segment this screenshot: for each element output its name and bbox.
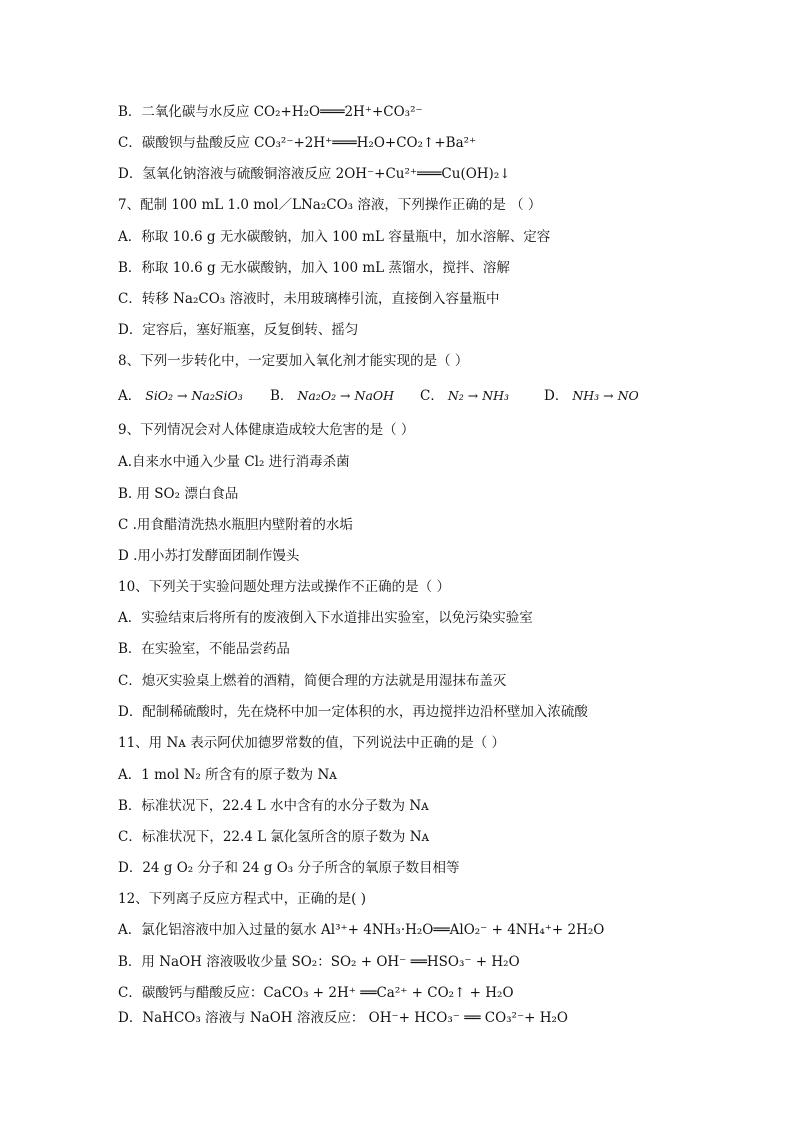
q7-stem: 7、配制 100 mL 1.0 mol／LNa₂CO₃ 溶液，下列操作正确的是 （ ） — [118, 197, 542, 213]
q10-option-b: B．在实验室，不能品尝药品 — [118, 641, 290, 657]
q12-option-a: A．氯化铝溶液中加入过量的氨水 Al³⁺+ 4NH₃·H₂O══AlO₂⁻ + 4NH₄⁺+ 2H₂O — [118, 922, 605, 938]
q8-option-a — [118, 387, 270, 405]
q8-stem: 8、下列一步转化中，一定要加入氧化剂才能实现的是（ ） — [118, 353, 469, 369]
q8-option-b-expr: Na₂O₂ → NaOH — [297, 388, 395, 403]
q8-option-c-label: C． — [420, 388, 444, 404]
q11-option-d: D．24 g O₂ 分子和 24 g O₃ 分子所含的氧原子数目相等 — [118, 860, 460, 876]
q8-option-b-label: B． — [270, 388, 294, 404]
q10-stem: 10、下列关于实验问题处理方法或操作不正确的是（ ） — [118, 579, 450, 595]
q8-option-d-label: D． — [544, 388, 569, 404]
q12-stem: 12、下列离子反应方程式中，正确的是( ) — [118, 891, 367, 907]
q7-option-a: A．称取 10.6 g 无水碳酸钠，加入 100 mL 容量瓶中，加水溶解、定容 — [118, 229, 551, 245]
q9-option-c: C .用食醋清洗热水瓶胆内壁附着的水垢 — [118, 517, 353, 533]
q7-option-d: D．定容后，塞好瓶塞，反复倒转、摇匀 — [118, 322, 359, 338]
q11-option-a: A．1 mol N₂ 所含有的原子数为 Nᴀ — [118, 767, 337, 783]
q9-option-a: A.自来水中通入少量 Cl₂ 进行消毒杀菌 — [118, 454, 350, 470]
q10-option-d: D．配制稀硫酸时，先在烧杯中加一定体积的水，再边搅拌边沿杯壁加入浓硫酸 — [118, 704, 588, 720]
q12-option-b: B．用 NaOH 溶液吸收少量 SO₂：SO₂ + OH⁻ ══HSO₃⁻ + H₂O — [118, 954, 520, 970]
q8-options — [118, 387, 639, 405]
q9-option-b: B. 用 SO₂ 漂白食品 — [118, 486, 239, 502]
q11-option-b: B．标准状况下，22.4 L 水中含有的水分子数为 Nᴀ — [118, 798, 429, 814]
q12-option-d: D．NaHCO₃ 溶液与 NaOH 溶液反应： OH⁻+ HCO₃⁻ ══ CO₃²⁻+ H₂O — [118, 1010, 568, 1026]
q6-option-b: B．二氧化碳与水反应 CO₂+H₂O═══2H⁺+CO₃²⁻ — [118, 104, 423, 120]
q8-option-a-label: A． — [118, 388, 142, 404]
q12-option-c: C．碳酸钙与醋酸反应：CaCO₃ + 2H⁺ ══Ca²⁺ + CO₂↑ + H₂O — [118, 985, 514, 1001]
q11-stem: 11、用 Nᴀ 表示阿伏加德罗常数的值，下列说法中正确的是（ ） — [118, 735, 505, 751]
q8-option-d-expr: NH₃ → NO — [572, 388, 639, 403]
q8-option-c — [420, 387, 544, 405]
q10-option-a: A．实验结束后将所有的废液倒入下水道排出实验室，以免污染实验室 — [118, 610, 533, 626]
q8-option-c-expr: N₂ → NH₃ — [447, 388, 510, 403]
q7-option-c: C．转移 Na₂CO₃ 溶液时，未用玻璃棒引流，直接倒入容量瓶中 — [118, 291, 500, 307]
q6-option-d: D．氢氧化钠溶液与硫酸铜溶液反应 2OH⁻+Cu²⁺═══Cu(OH)₂↓ — [118, 166, 511, 182]
q8-option-a-expr: SiO₂ → Na₂SiO₃ — [145, 388, 243, 403]
q11-option-c: C．标准状况下，22.4 L 氯化氢所含的原子数为 Nᴀ — [118, 829, 430, 845]
q9-stem: 9、下列情况会对人体健康造成较大危害的是（ ） — [118, 422, 415, 438]
q10-option-c: C．熄灭实验桌上燃着的酒精，简便合理的方法就是用湿抹布盖灭 — [118, 673, 507, 689]
q8-option-d — [544, 387, 639, 405]
q8-option-b — [270, 387, 420, 405]
q6-option-c: C．碳酸钡与盐酸反应 CO₃²⁻+2H⁺═══H₂O+CO₂↑+Ba²⁺ — [118, 135, 477, 151]
q9-option-d: D .用小苏打发酵面团制作馒头 — [118, 548, 300, 564]
q7-option-b: B．称取 10.6 g 无水碳酸钠，加入 100 mL 蒸馏水，搅拌、溶解 — [118, 260, 510, 276]
